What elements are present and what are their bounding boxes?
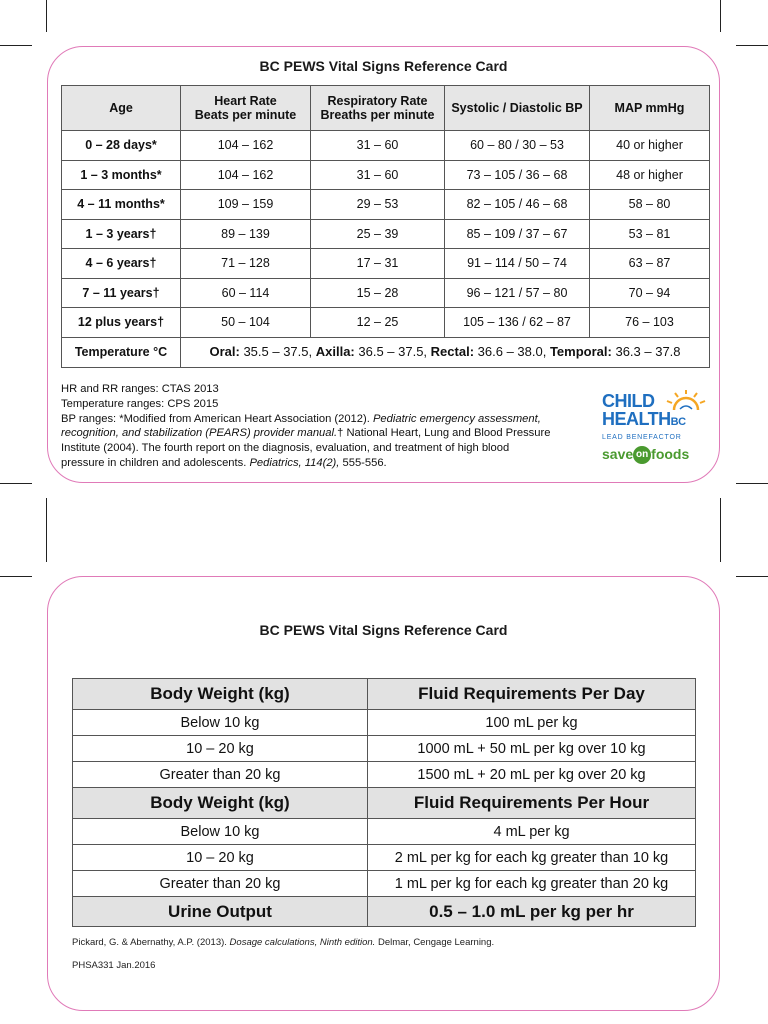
temperature-label: Temperature °C [62, 337, 181, 367]
table-row [73, 871, 696, 897]
card-title: BC PEWS Vital Signs Reference Card [259, 58, 508, 74]
crop-mark [736, 483, 768, 484]
citation-italic: Dosage calculations, Ninth edition. [229, 937, 376, 948]
bp-cell: 105 – 136 / 62 – 87 [445, 308, 590, 338]
logo-health [602, 410, 686, 431]
table-row [62, 278, 710, 308]
references [61, 382, 581, 471]
fluid-cell: 1000 mL + 50 mL per kg over 10 kg [368, 736, 696, 762]
header-heart-rate [181, 86, 311, 131]
table-header-row [62, 86, 710, 131]
card-title: BC PEWS Vital Signs Reference Card [259, 622, 508, 638]
bp-cell: 96 – 121 / 57 – 80 [445, 278, 590, 308]
sun-icon [666, 390, 706, 412]
heart-rate-cell: 89 – 139 [181, 219, 311, 249]
heart-rate-cell: 71 – 128 [181, 249, 311, 279]
age-cell: 0 – 28 days* [62, 131, 181, 161]
table-row [62, 308, 710, 338]
urine-output-row [73, 897, 696, 927]
reference-text: † National Heart, Lung and Blood Pressure [337, 427, 551, 440]
age-cell: 4 – 11 months* [62, 190, 181, 220]
logo-lead-benefactor: LEAD BENEFACTOR [602, 434, 682, 441]
header-hr-line1: Heart Rate [214, 93, 277, 108]
weight-cell: Below 10 kg [73, 710, 368, 736]
table-row [62, 131, 710, 161]
temperature-range: 35.5 – 37.5, [243, 343, 313, 359]
table-row [62, 249, 710, 279]
temperature-row [62, 337, 710, 367]
table-row [73, 736, 696, 762]
reference-text: 555-556. [339, 456, 387, 469]
temperature-site-label: Rectal: [430, 343, 475, 359]
map-cell: 63 – 87 [590, 249, 710, 279]
respiratory-rate-cell: 12 – 25 [311, 308, 445, 338]
crop-mark [0, 483, 32, 484]
respiratory-rate-cell: 15 – 28 [311, 278, 445, 308]
age-cell: 1 – 3 months* [62, 160, 181, 190]
save-on-foods-logo [602, 446, 689, 464]
fluid-cell: 100 mL per kg [368, 710, 696, 736]
heart-rate-cell: 104 – 162 [181, 131, 311, 161]
heart-rate-cell: 50 – 104 [181, 308, 311, 338]
fluid-requirements-table [72, 678, 696, 927]
header-age: Age [62, 86, 181, 131]
bp-cell: 91 – 114 / 50 – 74 [445, 249, 590, 279]
fluid-cell: 2 mL per kg for each kg greater than 10 kg [368, 845, 696, 871]
bp-cell: 82 – 105 / 46 – 68 [445, 190, 590, 220]
heart-rate-cell: 104 – 162 [181, 160, 311, 190]
table-row [73, 762, 696, 788]
header-bp: Systolic / Diastolic BP [445, 86, 590, 131]
reference-line: Temperature ranges: CPS 2015 [61, 397, 219, 410]
header-hr-line2: Beats per minute [194, 108, 297, 122]
temperature-values [181, 337, 710, 367]
temperature-range: 36.3 – 37.8 [615, 343, 681, 359]
crop-mark [720, 0, 721, 32]
respiratory-rate-cell: 25 – 39 [311, 219, 445, 249]
child-health-bc-logo [602, 390, 712, 470]
header-weight: Body Weight (kg) [73, 788, 368, 819]
weight-cell: 10 – 20 kg [73, 736, 368, 762]
logo-health-text: HEALTH [602, 409, 671, 429]
bp-cell: 85 – 109 / 37 – 67 [445, 219, 590, 249]
crop-mark [46, 0, 47, 32]
temperature-site-label: Oral: [209, 343, 240, 359]
header-fluid: Fluid Requirements Per Day [368, 679, 696, 710]
table-row [62, 219, 710, 249]
header-rr-line1: Respiratory Rate [327, 93, 428, 108]
header-weight: Body Weight (kg) [73, 679, 368, 710]
day-header-row [73, 679, 696, 710]
fluid-cell: 4 mL per kg [368, 819, 696, 845]
reference-text: BP ranges: *Modified from American Heart Association (2012). [61, 412, 373, 425]
logo-child: CHILD [602, 391, 655, 411]
header-respiratory-rate [311, 86, 445, 131]
heart-rate-cell: 60 – 114 [181, 278, 311, 308]
reference-line: HR and RR ranges: CTAS 2013 [61, 383, 219, 395]
reference-text: pressure in children and adolescents. [61, 456, 250, 469]
citation-text: Pickard, G. & Abernathy, A.P. (2013). [72, 937, 230, 948]
bp-cell: 73 – 105 / 36 – 68 [445, 160, 590, 190]
reference-italic: Pediatrics, 114(2), [249, 456, 340, 469]
reference-line: Institute (2004). The fourth report on the diagnosis, evaluation, and treatment of high blood [61, 442, 510, 455]
reference-line [61, 412, 581, 427]
weight-cell: Below 10 kg [73, 819, 368, 845]
logo-bc: BC [670, 416, 686, 428]
map-cell: 53 – 81 [590, 219, 710, 249]
table-row [73, 845, 696, 871]
vital-signs-card [47, 46, 720, 483]
map-cell: 48 or higher [590, 160, 710, 190]
fluid-cell: 1 mL per kg for each kg greater than 20 kg [368, 871, 696, 897]
crop-mark [0, 576, 32, 577]
reference-italic: Pediatric emergency assessment, [372, 412, 541, 425]
respiratory-rate-cell: 29 – 53 [311, 190, 445, 220]
hour-header-row [73, 788, 696, 819]
temperature-range: 36.5 – 37.5, [358, 343, 428, 359]
bp-cell: 60 – 80 / 30 – 53 [445, 131, 590, 161]
respiratory-rate-cell: 17 – 31 [311, 249, 445, 279]
age-cell: 7 – 11 years† [62, 278, 181, 308]
age-cell: 1 – 3 years† [62, 219, 181, 249]
table-row [73, 710, 696, 736]
table-row [62, 190, 710, 220]
table-row [73, 819, 696, 845]
reference-line [61, 426, 581, 441]
header-map: MAP mmHg [590, 86, 710, 131]
weight-cell: Greater than 20 kg [73, 871, 368, 897]
logo-foods: foods [651, 446, 690, 462]
age-cell: 12 plus years† [62, 308, 181, 338]
vital-signs-table [61, 85, 710, 368]
respiratory-rate-cell: 31 – 60 [311, 131, 445, 161]
logo-save: save [602, 446, 634, 462]
map-cell: 76 – 103 [590, 308, 710, 338]
crop-mark [720, 498, 721, 562]
crop-mark [736, 576, 768, 577]
crop-mark [46, 498, 47, 562]
map-cell: 58 – 80 [590, 190, 710, 220]
respiratory-rate-cell: 31 – 60 [311, 160, 445, 190]
logo-on: on [633, 446, 651, 464]
reference-line [61, 456, 581, 471]
weight-cell: 10 – 20 kg [73, 845, 368, 871]
citation [72, 937, 494, 948]
header-fluid: Fluid Requirements Per Hour [368, 788, 696, 819]
table-row [62, 160, 710, 190]
fluid-requirements-card [47, 576, 720, 1011]
urine-output-value: 0.5 – 1.0 mL per kg per hr [368, 897, 696, 927]
crop-mark [0, 45, 32, 46]
reference-italic: recognition, and stabilization (PEARS) provider manual. [61, 427, 338, 440]
crop-mark [736, 45, 768, 46]
map-cell: 70 – 94 [590, 278, 710, 308]
citation-text: Delmar, Cengage Learning. [375, 937, 495, 948]
urine-output-label: Urine Output [73, 897, 368, 927]
temperature-site-label: Temporal: [549, 343, 612, 359]
temperature-range: 36.6 – 38.0, [477, 343, 547, 359]
weight-cell: Greater than 20 kg [73, 762, 368, 788]
temperature-site-label: Axilla: [315, 343, 355, 359]
age-cell: 4 – 6 years† [62, 249, 181, 279]
document-code: PHSA331 Jan.2016 [72, 960, 156, 971]
heart-rate-cell: 109 – 159 [181, 190, 311, 220]
fluid-cell: 1500 mL + 20 mL per kg over 20 kg [368, 762, 696, 788]
header-rr-line2: Breaths per minute [320, 108, 435, 122]
map-cell: 40 or higher [590, 131, 710, 161]
